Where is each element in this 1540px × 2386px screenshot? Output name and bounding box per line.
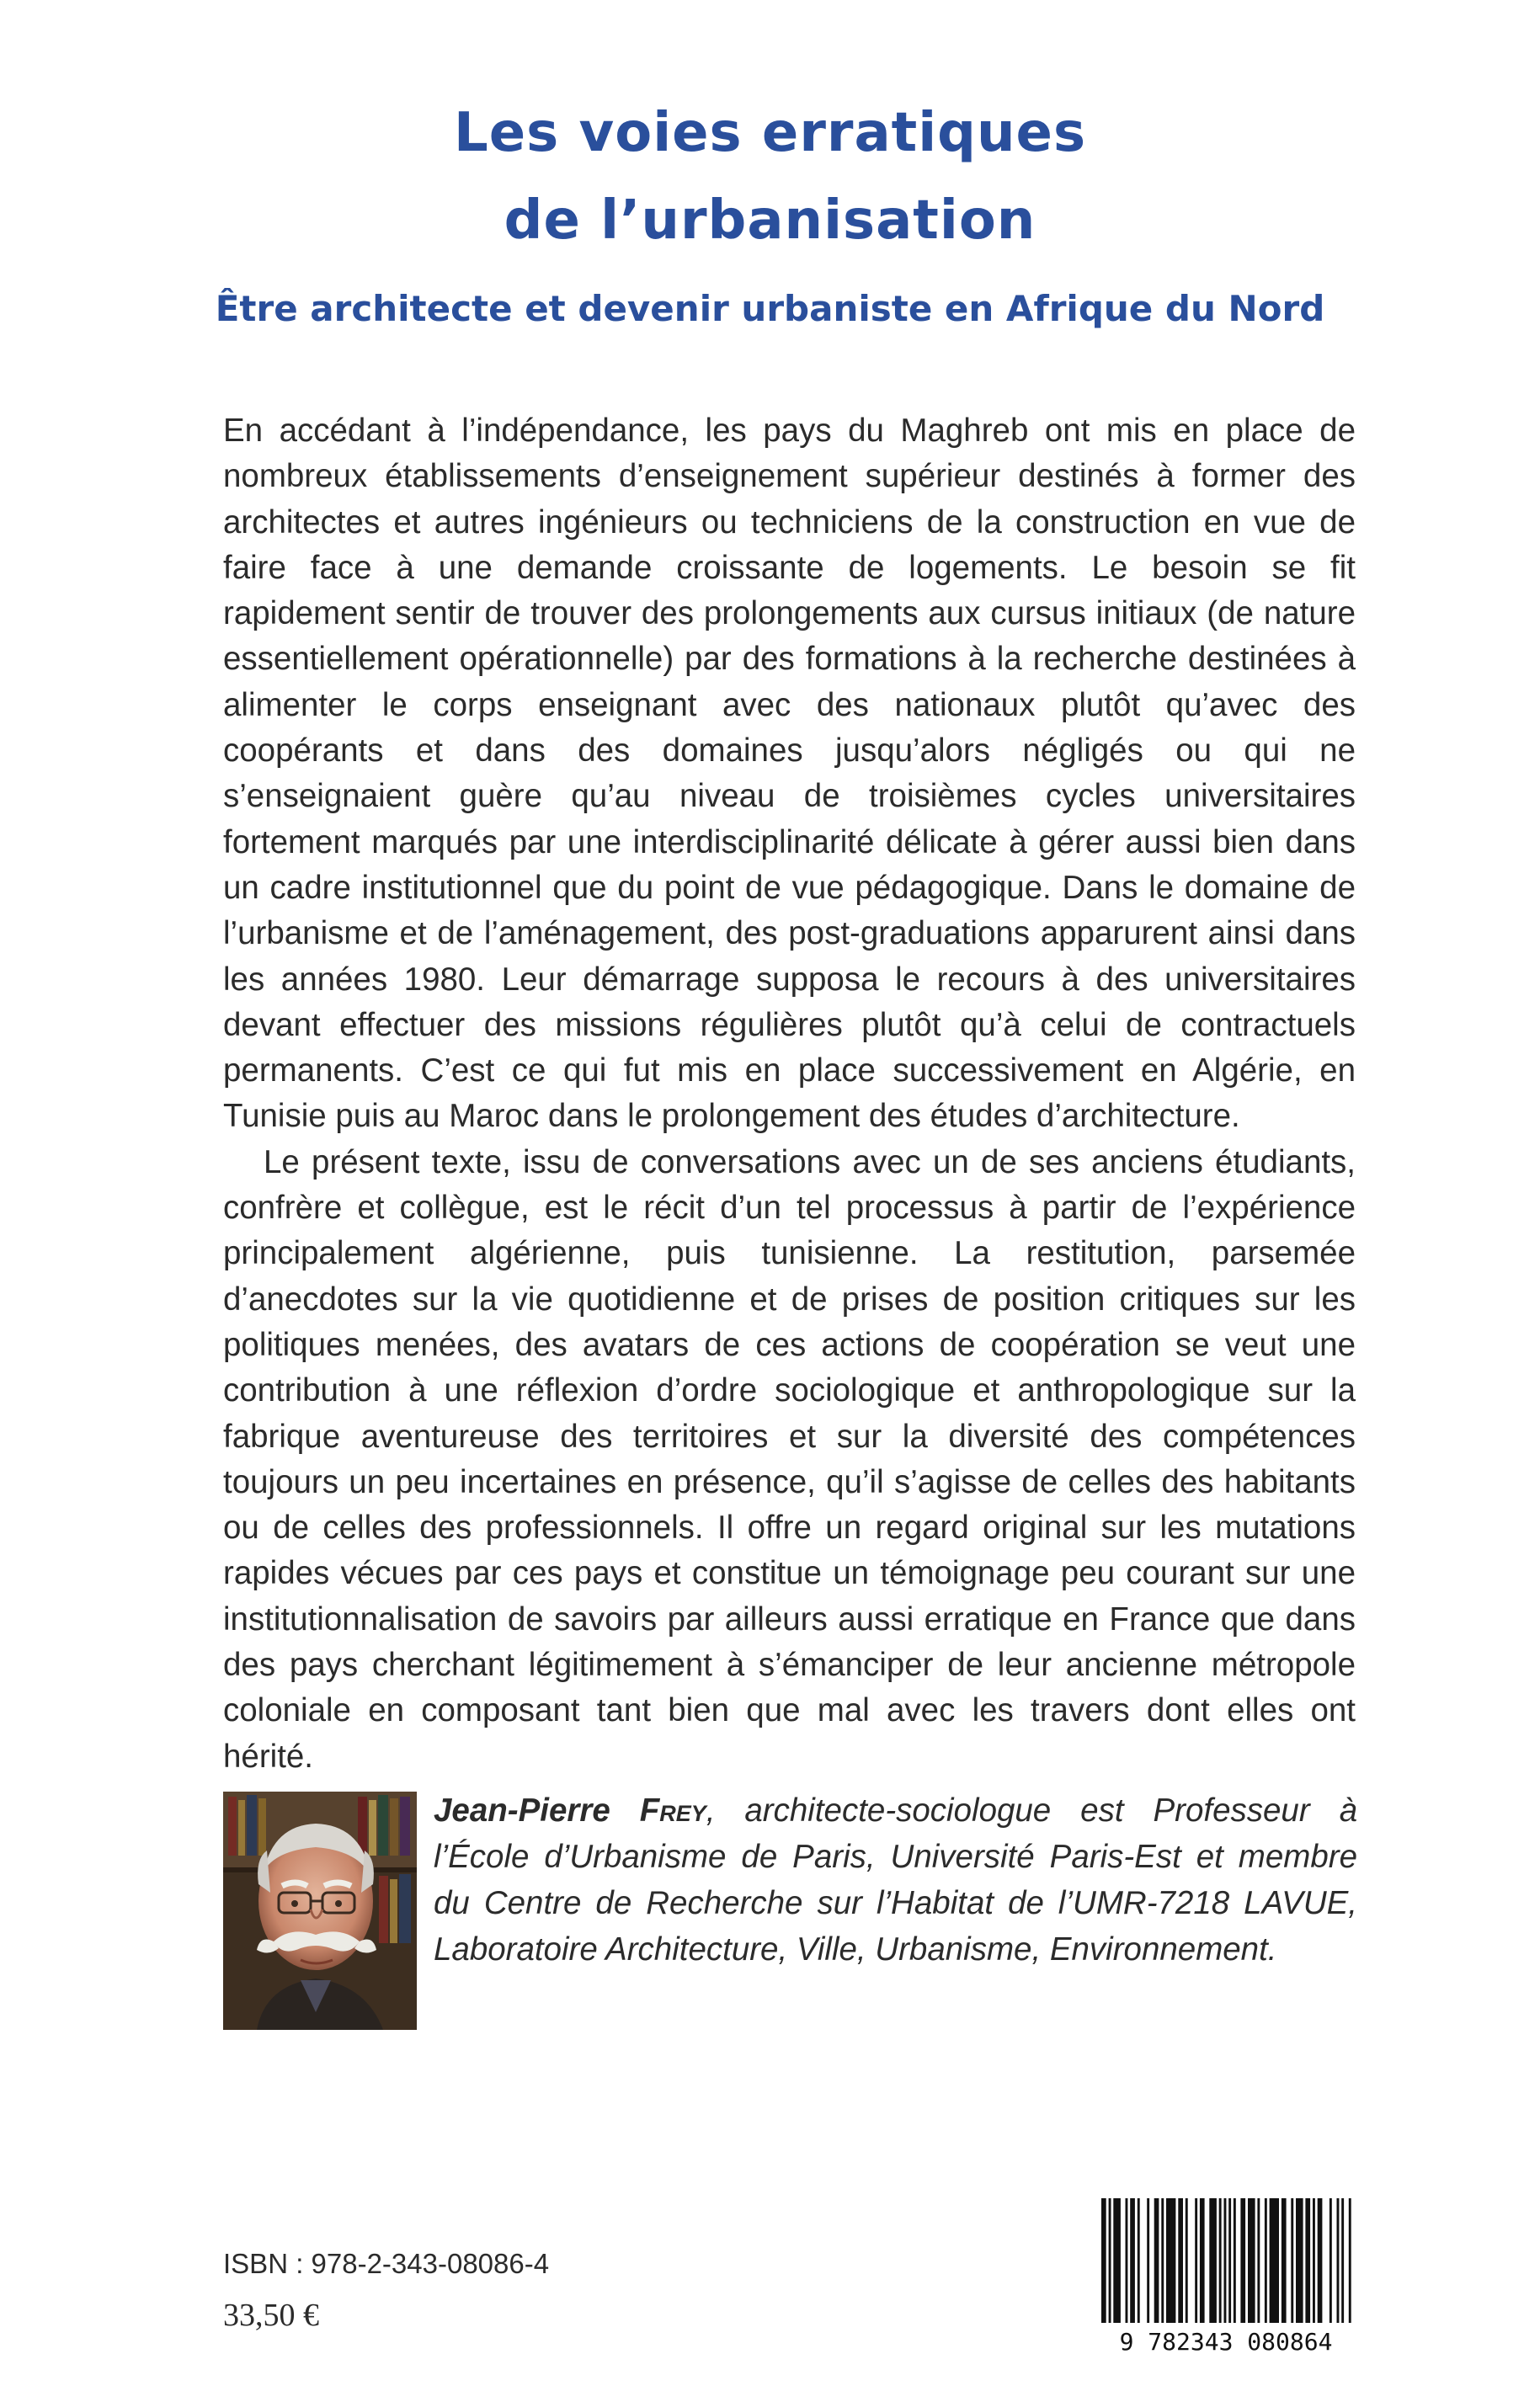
description-paragraph-2: Le présent texte, issu de conversations avec un de ses anciens étudiants, confrère et collègue, est le récit d’un tel processus à partir de l’expérience principalement algérienne, puis tunisienne. La restitution, parsemée d’anecdotes sur la vie quotidienne et de prises de position critiques sur les politiques menées, des avatars de ces actions de coopération se veut une contribution à une réflexion d’ordre sociologique et anthropologique sur la fabrique aventureuse des territoires et sur la diversité des compétences toujours un peu incertaines en présence, qu’il s’agisse de celles des habitants ou de celles des professionnels. Il offre un regard original sur les mutations rapides vécues par ces pays et constitue un témoignage peu courant sur une institutionnalisation de savoirs par ailleurs aussi erratique en France que dans des pays cherchant légitimement à s’émanciper de leur ancienne métropole coloniale en composant tant bien que mal avec les travers dont elles ont hérité.	[223, 1143, 1356, 1775]
author-photo	[223, 1792, 417, 2030]
barcode-bar	[1166, 2198, 1175, 2323]
price: 33,50 €	[223, 2298, 319, 2333]
barcode-bar	[1130, 2198, 1135, 2323]
barcode-bar	[1282, 2198, 1287, 2323]
author-name	[434, 1792, 706, 1829]
author-first-name: Jean-Pierre	[434, 1792, 640, 1829]
barcode-bar	[1270, 2198, 1279, 2323]
barcode-bar	[1200, 2198, 1205, 2323]
barcode-bar	[1113, 2198, 1121, 2323]
barcode-bar	[1228, 2198, 1231, 2323]
author-last-name: Frey	[639, 1792, 706, 1829]
barcode-bar	[1154, 2198, 1159, 2323]
barcode-digits: 9 782343 080864	[1119, 2328, 1333, 2355]
barcode-bar	[1147, 2198, 1149, 2323]
barcode-bar	[1224, 2198, 1227, 2323]
barcode-bar	[1209, 2198, 1217, 2323]
author-bio	[434, 1787, 1357, 1973]
barcode-bar	[1126, 2198, 1128, 2323]
barcode-bar	[1265, 2198, 1267, 2323]
barcode-bar	[1101, 2198, 1106, 2323]
description	[223, 408, 1356, 1780]
barcode-bar	[1341, 2198, 1344, 2323]
barcode-bar	[1305, 2198, 1310, 2323]
barcode-bar	[1257, 2198, 1260, 2323]
barcode-bar	[1109, 2198, 1111, 2323]
barcode-bar	[1296, 2198, 1303, 2323]
barcode-bar	[1248, 2198, 1255, 2323]
barcode-bar	[1337, 2198, 1340, 2323]
subtitle: Être architecte et devenir urbaniste en Afrique du Nord	[215, 288, 1325, 329]
barcode-bar	[1138, 2198, 1140, 2323]
barcode-bar	[1219, 2198, 1222, 2323]
title-line-2: de l’urbanisation	[504, 189, 1036, 252]
barcode-bar	[1195, 2198, 1197, 2323]
barcode-bar	[1349, 2198, 1351, 2323]
barcode-bar	[1161, 2198, 1164, 2323]
author-bio-text: , architecte-sociologue est Professeur à l’École d’Urbanisme de Paris, Université Paris-Est et membre du Centre de Recherche sur l’Habitat de l’UMR-7218 LAVUE, Laboratoire Architecture, Ville, Urbanisme, Environnement.	[434, 1792, 1358, 1968]
title-line-1: Les voies erratiques	[453, 102, 1087, 164]
barcode-bar	[1240, 2198, 1245, 2323]
barcode-bar	[1291, 2198, 1293, 2323]
barcode-bar	[1313, 2198, 1315, 2323]
isbn: ISBN : 978-2-343-08086-4	[223, 2248, 550, 2279]
barcode-bar	[1186, 2198, 1188, 2323]
barcode-bar	[1234, 2198, 1236, 2323]
barcode-bar	[1318, 2198, 1323, 2323]
barcode-bar	[1330, 2198, 1332, 2323]
barcode-bar	[1178, 2198, 1183, 2323]
description-paragraph-1: En accédant à l’indépendance, les pays du Maghreb ont mis en place de nombreux établissements d’enseignement supérieur destinés à former des architectes et autres ingénieurs ou techniciens de la construction en vue de faire face à une demande croissante de logements. Le besoin se fit rapidement sentir de trouver des prolongements aux cursus initiaux (de nature essentiellement opérationnelle) par des formations à la recherche destinées à alimenter le corps enseignant avec des nationaux plutôt qu’avec des coopérants et dans des domaines jusqu’alors négligés ou qui ne s’enseignaient guère qu’au niveau de troisièmes cycles universitaires fortement marqués par une interdisciplinarité délicate à gérer aussi bien dans un cadre institutionnel que du point de vue pédagogique. Dans le domaine de l’urbanisme et de l’aménagement, des post-graduations apparurent ainsi dans les années 1980. Leur démarrage supposa le recours à des universitaires devant effectuer des missions régulières plutôt qu’à celui de contractuels permanents. C’est ce qui fut mis en place successivement en Algérie, en Tunisie puis au Maroc dans le prolongement des études d’architecture.	[223, 413, 1356, 1135]
barcode	[1095, 2195, 1357, 2355]
